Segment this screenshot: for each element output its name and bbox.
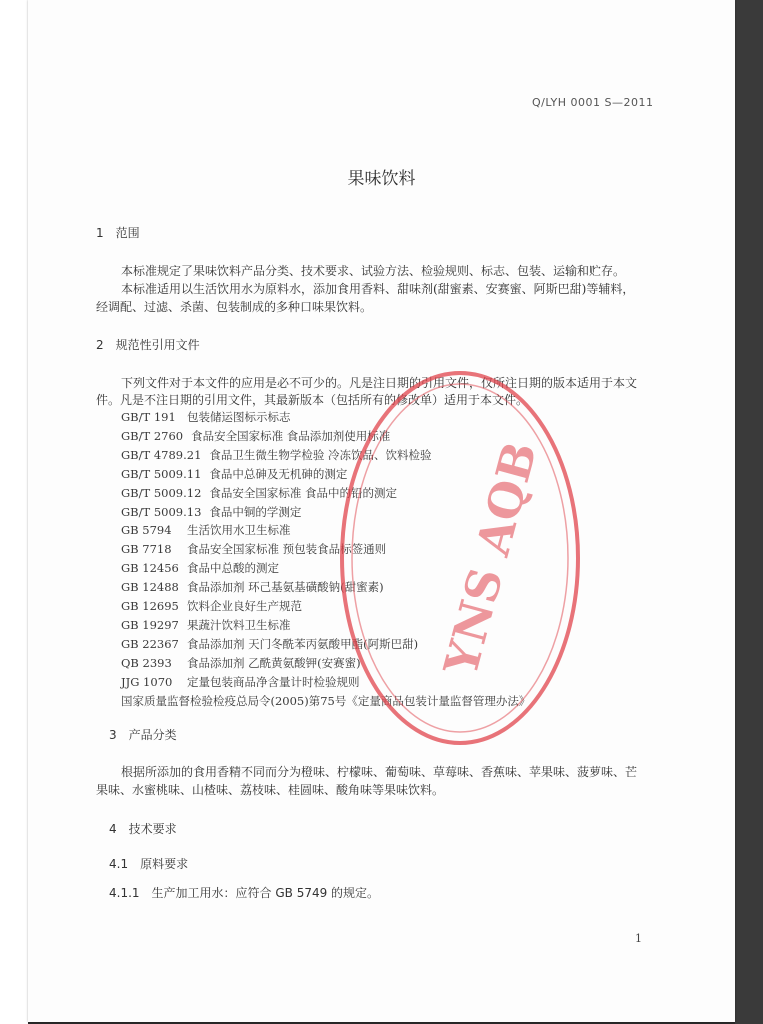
reference-item [121, 409, 291, 425]
reference-title: 食品添加剂 环己基氨基磺酸钠(甜蜜素) [187, 580, 384, 595]
reference-item [121, 579, 384, 595]
scope-paragraph-2a: 本标准适用以生活饮用水为原料水，添加食用香料、甜味剂(甜蜜素、安赛蜜、阿斯巴甜)等辅料， [121, 282, 635, 296]
reference-item [121, 655, 361, 671]
reference-item [121, 636, 418, 652]
seal-text: YNS AQB [433, 436, 548, 681]
reference-title: 食品中总酸的测定 [187, 561, 279, 576]
reference-title: 果蔬汁饮料卫生标准 [187, 617, 291, 632]
reference-title: 食品中总砷及无机砷的测定 [209, 466, 348, 481]
reference-code: GB 7718 [121, 542, 172, 557]
reference-item [121, 560, 279, 576]
reference-code: GB/T 5009.11 [121, 466, 202, 481]
reference-code: GB/T 5009.13 [121, 504, 202, 519]
reference-item [121, 674, 360, 690]
section-4-heading: 4 技术要求 [109, 822, 177, 836]
reference-title: 食品安全国家标准 预包装食品标签通则 [187, 542, 387, 557]
refs-intro-a: 下列文件对于本文件的应用是必不可少的。凡是注日期的引用文件，仅所注日期的版本适用于本文 [121, 376, 638, 390]
classification-a: 根据所添加的食用香精不同而分为橙味、柠檬味、葡萄味、草莓味、香蕉味、苹果味、菠萝味、芒 [121, 765, 638, 779]
scope-paragraph-2b: 经调配、过滤、杀菌、包装制成的多种口味果饮料。 [96, 300, 373, 314]
reference-title: 饮料企业良好生产规范 [187, 599, 302, 613]
reference-item [121, 504, 301, 520]
reference-item [121, 485, 397, 501]
reference-code: GB/T 4789.21 [121, 447, 202, 462]
section-3-heading: 3 产品分类 [109, 728, 177, 742]
reference-item [121, 522, 291, 538]
section-2-heading: 2 规范性引用文件 [96, 338, 200, 352]
reference-title: 食品中铜的学测定 [209, 504, 302, 519]
scan-border-left [0, 0, 28, 1024]
section-1-heading: 1 范围 [96, 226, 140, 240]
reference-item [121, 617, 291, 633]
page-number: 1 [635, 932, 642, 945]
reference-item [121, 598, 302, 614]
section-4-1-1-heading: 4.1.1 生产加工用水：应符合 GB 5749 的规定。 [109, 886, 380, 900]
reference-title: 食品卫生微生物学检验 冷冻饮品、饮料检验 [209, 447, 432, 462]
reference-code: JJG 1070 [121, 674, 173, 689]
standard-code: Q/LYH 0001 S—2011 [532, 96, 654, 109]
refs-intro-b: 件。凡是不注日期的引用文件，其最新版本（包括所有的修改单）适用于本文件。 [96, 393, 529, 407]
reference-item [121, 693, 530, 709]
reference-code: GB/T 5009.12 [121, 485, 202, 500]
reference-code: GB 5794 [121, 523, 172, 538]
reference-code: GB 19297 [121, 617, 179, 632]
reference-item [121, 541, 386, 557]
reference-title: 国家质量监督检验检疫总局令(2005)第75号《定量商品包装计量监督管理办法》 [121, 693, 531, 708]
reference-code: GB/T 191 [121, 410, 176, 424]
reference-item [121, 466, 347, 482]
reference-title: 食品添加剂 乙酰黄氨酸钾(安赛蜜) [187, 655, 361, 670]
reference-code: GB 22367 [121, 636, 179, 651]
reference-item [121, 447, 432, 463]
reference-code: GB 12456 [121, 561, 179, 576]
reference-code: GB 12695 [121, 599, 179, 613]
reference-code: QB 2393 [121, 655, 172, 670]
reference-title: 食品添加剂 天门冬酰苯丙氨酸甲酯(阿斯巴甜) [187, 636, 419, 651]
scope-paragraph-1: 本标准规定了果味饮料产品分类、技术要求、试验方法、检验规则、标志、包装、运输和贮存。 [121, 264, 626, 278]
reference-title: 食品安全国家标准 食品添加剂使用标准 [191, 428, 391, 443]
classification-b: 果味、水蜜桃味、山楂味、荔枝味、桂圆味、酸角味等果味饮料。 [96, 783, 445, 797]
document-title: 果味饮料 [347, 169, 416, 189]
reference-title: 定量包装商品净含量计时检验规则 [187, 674, 360, 689]
reference-title: 生活饮用水卫生标准 [187, 523, 291, 538]
reference-item [121, 428, 390, 444]
reference-code: GB 12488 [121, 580, 179, 595]
reference-title: 包装储运图标示标志 [187, 410, 291, 424]
scan-border-right [735, 0, 763, 1024]
reference-title: 食品安全国家标准 食品中的铅的测定 [209, 485, 398, 500]
reference-code: GB/T 2760 [121, 428, 184, 443]
section-4-1-heading: 4.1 原料要求 [109, 857, 189, 871]
